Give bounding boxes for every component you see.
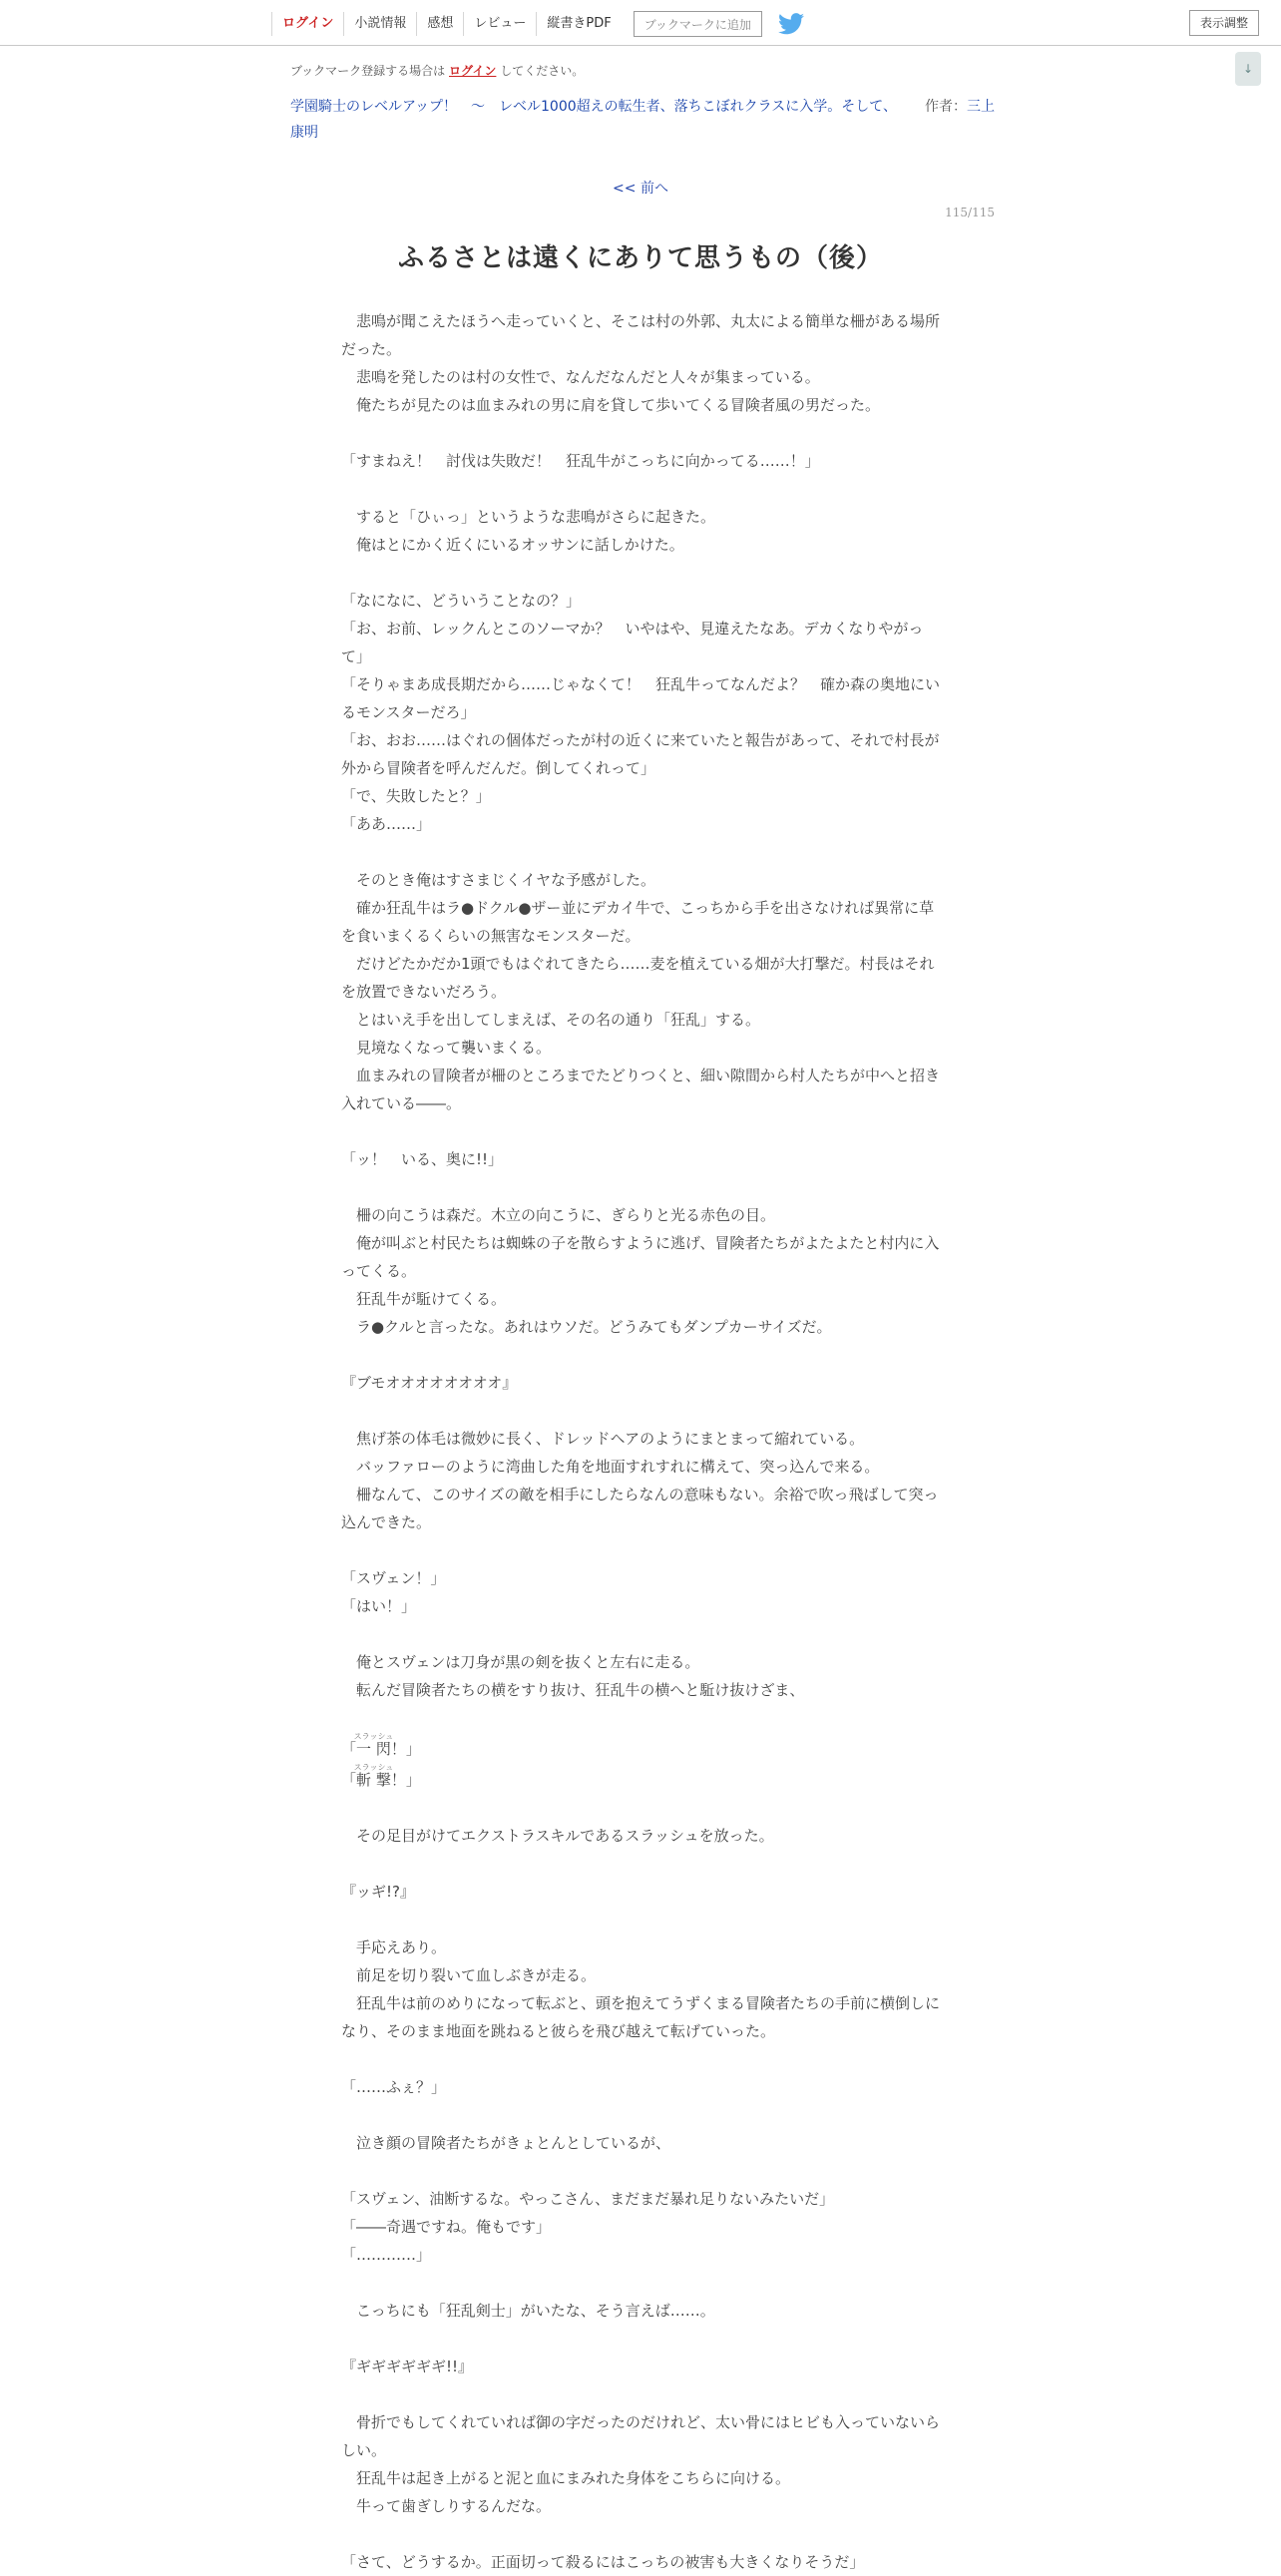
body-line: 柵なんて、このサイズの敵を相手にしたらなんの意味もない。余裕で吹っ飛ばして突っ込んできた。	[341, 1486, 939, 1531]
body-line: 『ブモオオオオオオオオ』	[341, 1374, 518, 1392]
body-line: 「はい！」	[341, 1597, 417, 1615]
bookmark-note-login-link[interactable]: ログイン	[449, 64, 497, 78]
body-line: 「さて、どうするか。正面切って殺るにはこっちの被害も大きくなりそうだ」	[341, 2553, 865, 2571]
body-line: ラ●クルと言ったな。あれはウソだ。どうみてもダンプカーサイズだ。	[341, 1318, 832, 1336]
body-line: 焦げ茶の体毛は微妙に長く、ドレッドヘアのようにまとまって縮れている。	[341, 1430, 865, 1448]
body-line: 骨折でもしてくれていれば御の字だったのだけれど、太い骨にはヒビも入っていないらしい。	[341, 2413, 941, 2459]
blank-line	[341, 1117, 940, 1145]
blank-line	[341, 2325, 940, 2353]
blank-line	[341, 2101, 940, 2129]
blank-line	[341, 1536, 940, 1564]
vertical-pdf-link[interactable]: 縦書きPDF	[536, 12, 621, 36]
blank-line	[341, 1620, 940, 1648]
body-line: その足目がけてエクストラスキルであるスラッシュを放った。	[341, 1827, 774, 1845]
blank-line	[341, 2157, 940, 2185]
body-line: 狂乱牛が駈けてくる。	[341, 1290, 507, 1308]
blank-line	[341, 1906, 940, 1933]
review-link[interactable]: レビュー	[463, 12, 536, 36]
body-line: 見境なくなって襲いまくる。	[341, 1039, 552, 1057]
body-line: 泣き顔の冒険者たちがきょとんとしているが、	[341, 2134, 671, 2152]
impressions-link[interactable]: 感想	[416, 12, 463, 36]
blank-line	[341, 838, 940, 866]
nav-menu	[271, 10, 804, 38]
body-line: 「……ふぇ？」	[341, 2078, 447, 2096]
body-line: 「お、お前、レックんとこのソーマか？ いやはや、見違えたなあ。デカくなりやがって」	[341, 620, 924, 665]
body-line: 狂乱牛は起き上がると泥と血にまみれた身体をこちらに向ける。	[341, 2469, 791, 2487]
bookmark-login-note	[290, 62, 584, 79]
series-title-link[interactable]: 学園騎士のレベルアップ！ 〜 レベル1000超えの転生者、落ちこぼれクラスに入学。そして、	[290, 99, 897, 115]
page-count: 115/115	[945, 206, 995, 219]
body-line: 「で、失敗したと？」	[341, 787, 491, 805]
body-line: 確か狂乱牛はラ●ドクル●ザー並にデカイ牛で、こっちから手を出さなければ異常に草を食いまくるくらいの無害なモンスターだ。	[341, 899, 935, 945]
body-line: 『ッギ!?』	[341, 1883, 415, 1901]
body-line: 柵の向こうは森だ。木立の向こうに、ぎらりと光る赤色の目。	[341, 1206, 776, 1224]
blank-line	[341, 1397, 940, 1425]
blank-line	[341, 1850, 940, 1878]
ruby-base: 斬撃	[353, 1771, 394, 1789]
display-settings-button[interactable]: 表示調整	[1189, 10, 1259, 36]
blank-line	[341, 475, 940, 503]
series-header	[290, 94, 995, 146]
body-line: 「なになに、どういうことなの？」	[341, 592, 582, 610]
body-line: 狂乱牛は前のめりになって転ぶと、頭を抱えてうずくまる冒険者たちの手前に横倒しになり、そのまま地面を跳ねると彼らを飛び越えて転げていった。	[341, 1994, 941, 2040]
bookmark-note-prefix: ブックマーク登録する場合は	[290, 64, 446, 78]
blank-line	[341, 2380, 940, 2408]
body-line: だけどたかだか1頭でもはぐれてきたら……麦を植えている畑が大打撃だ。村長はそれを放置できないだろう。	[341, 955, 935, 1001]
ruby-annotation: スラッシュ	[353, 1732, 394, 1741]
body-line: 転んだ冒険者たちの横をすり抜け、狂乱牛の横へと駈け抜けざま、	[341, 1681, 805, 1699]
body-line: 「…………」	[341, 2246, 432, 2264]
prev-page-link[interactable]: << 前へ	[613, 181, 668, 197]
ruby-text	[353, 1763, 394, 1789]
body-line: 「ああ……」	[341, 815, 432, 833]
body-line: 「お、おお……はぐれの個体だったが村の近くに来ていたと報告があって、それで村長が外から冒険者を呼んだんだ。倒してくれって」	[341, 731, 940, 777]
add-bookmark-button[interactable]: ブックマークに追加	[634, 11, 762, 37]
scroll-down-button[interactable]: ↓	[1235, 52, 1261, 86]
body-line: 「そりゃまあ成長期だから……じゃなくて！ 狂乱牛ってなんだよ？ 確か森の奥地にいるモンスターだろ」	[341, 675, 941, 721]
twitter-bird-icon[interactable]	[778, 13, 804, 35]
ruby-line: 「一閃スラッシュ！」	[341, 1732, 421, 1758]
body-line: すると「ひぃっ」というような悲鳴がさらに起きた。	[341, 508, 716, 526]
body-line: 俺はとにかく近くにいるオッサンに話しかけた。	[341, 536, 684, 554]
ruby-annotation: スラッシュ	[353, 1763, 394, 1772]
blank-line	[341, 419, 940, 447]
novel-body	[341, 307, 940, 2576]
chapter-title: ふるさとは遠くにありて思うもの（後）	[397, 243, 883, 273]
blank-line	[341, 1173, 940, 1201]
bookmark-note-suffix: してください。	[500, 64, 585, 78]
blank-line	[341, 2520, 940, 2548]
blank-line	[341, 2045, 940, 2073]
body-line: 「スヴェン！」	[341, 1569, 446, 1587]
body-line: 俺とスヴェンは刀身が黒の剣を抜くと左右に走る。	[341, 1653, 700, 1671]
blank-line	[341, 1704, 940, 1732]
body-line: こっちにも「狂乱剣士」がいたな、そう言えば……。	[341, 2302, 715, 2320]
body-line: バッファローのように湾曲した角を地面すれすれに構えて、突っ込んで来る。	[341, 1458, 880, 1476]
blank-line	[341, 2269, 940, 2297]
body-line: 悲鳴を発したのは村の女性で、なんだなんだと人々が集まっている。	[341, 368, 820, 386]
body-line: 「スヴェン、油断するな。やっこさん、まだまだ暴れ足りないみたいだ」	[341, 2190, 835, 2208]
body-line: 俺たちが見たのは血まみれの男に肩を貸して歩いてくる冒険者風の男だった。	[341, 396, 881, 414]
body-line: 悲鳴が聞こえたほうへ走っていくと、そこは村の外郭、丸太による簡単な柵がある場所だった。	[341, 312, 941, 358]
body-line: そのとき俺はすさまじくイヤな予感がした。	[341, 871, 656, 889]
ruby-line: 「斬撃スラッシュ！」	[341, 1763, 421, 1789]
ruby-text	[353, 1732, 394, 1758]
body-line: 「――奇遇ですね。俺もです」	[341, 2218, 552, 2236]
novel-info-link[interactable]: 小説情報	[343, 12, 416, 36]
body-line: 「ッ！ いる、奥に!!」	[341, 1150, 504, 1168]
blank-line	[341, 559, 940, 587]
author-label: 作者：	[924, 99, 967, 115]
body-line: 手応えあり。	[341, 1938, 447, 1956]
blank-line	[341, 1341, 940, 1369]
body-line: とはいえ手を出してしまえば、その名の通り「狂乱」する。	[341, 1011, 761, 1029]
top-navigation-bar	[0, 0, 1281, 46]
body-line: 俺が叫ぶと村民たちは蜘蛛の子を散らすように逃げ、冒険者たちがよたよたと村内に入ってくる。	[341, 1234, 940, 1280]
login-link[interactable]: ログイン	[271, 12, 343, 36]
body-line: 牛って歯ぎしりするんだな。	[341, 2497, 552, 2515]
body-line: 前足を切り裂いて血しぶきが走る。	[341, 1966, 597, 1984]
body-line: 血まみれの冒険者が柵のところまでたどりつくと、細い隙間から村人たちが中へと招き入れている――。	[341, 1067, 941, 1112]
body-line: 「すまねえ！ 討伐は失敗だ！ 狂乱牛がこっちに向かってる……！」	[341, 452, 820, 470]
prev-nav	[0, 178, 1281, 198]
body-line: 『ギギギギギギ!!』	[341, 2358, 474, 2375]
author-link[interactable]: 三上康明	[290, 99, 995, 141]
ruby-base: 一閃	[353, 1740, 394, 1758]
blank-line	[341, 1794, 940, 1822]
